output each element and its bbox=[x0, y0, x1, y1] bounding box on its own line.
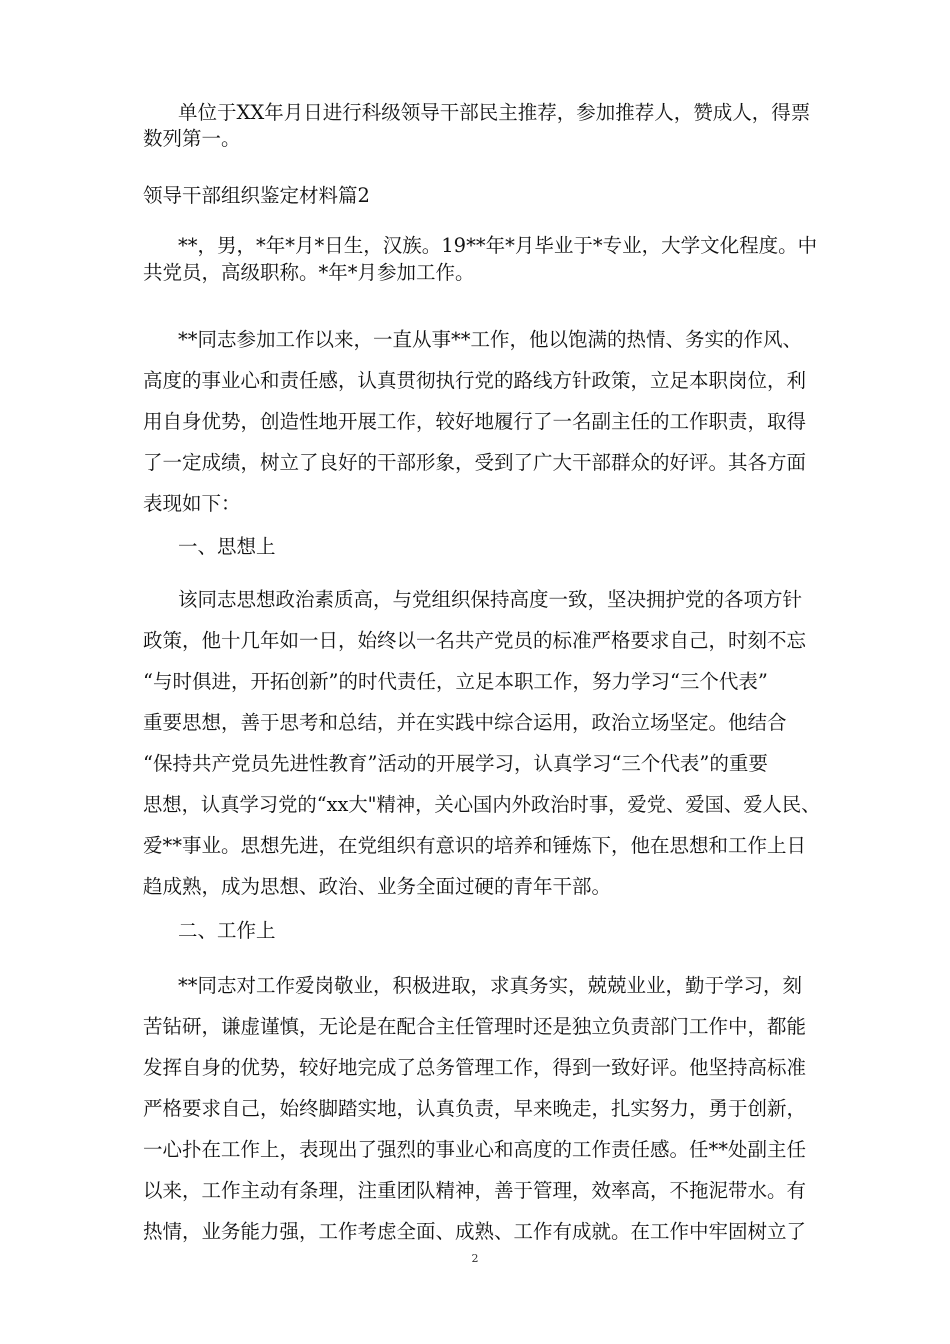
paragraph-line: 该同志思想政治素质高，与党组织保持高度一致，坚决拥护党的各项方针 bbox=[178, 588, 803, 611]
paragraph-line: 以来，工作主动有条理，注重团队精神，善于管理，效率高，不拖泥带水。有 bbox=[143, 1179, 807, 1202]
paragraph-line: 用自身优势，创造性地开展工作，较好地履行了一名副主任的工作职责，取得 bbox=[143, 410, 807, 433]
paragraph-line: 高度的事业心和责任感，认真贯彻执行党的路线方针政策，立足本职岗位，利 bbox=[143, 369, 807, 392]
section-heading: 一、思想上 bbox=[178, 535, 276, 558]
paragraph-line: 政策，他十几年如一日，始终以一名共产党员的标准严格要求自己，时刻不忘 bbox=[143, 629, 807, 652]
paragraph-line: **，男，*年*月*日生，汉族。19**年*月毕业于*专业，大学文化程度。中 bbox=[178, 234, 818, 257]
paragraph-line: 重要思想，善于思考和总结，并在实践中综合运用，政治立场坚定。他结合 bbox=[143, 711, 787, 734]
paragraph-line: “保持共产党员先进性教育”活动的开展学习，认真学习“三个代表”的重要 bbox=[143, 752, 768, 775]
paragraph-line: 趋成熟，成为思想、政治、业务全面过硬的青年干部。 bbox=[143, 875, 612, 898]
paragraph-line: 严格要求自己，始终脚踏实地，认真负责，早来晚走，扎实努力，勇于创新， bbox=[143, 1097, 807, 1120]
paragraph-line: 共党员，高级职称。*年*月参加工作。 bbox=[143, 261, 475, 284]
paragraph-line: “与时俱进，开拓创新”的时代责任，立足本职工作，努力学习“三个代表” bbox=[143, 670, 768, 693]
paragraph-line: 爱**事业。思想先进，在党组织有意识的培养和锤炼下，他在思想和工作上日 bbox=[143, 834, 807, 857]
paragraph-line: **同志对工作爱岗敬业，积极进取，求真务实，兢兢业业，勤于学习，刻 bbox=[178, 974, 803, 997]
paragraph-line: 热情，业务能力强，工作考虑全面、成熟、工作有成就。在工作中牢固树立了 bbox=[143, 1220, 807, 1243]
paragraph-line: 了一定成绩，树立了良好的干部形象，受到了广大干部群众的好评。其各方面 bbox=[143, 451, 807, 474]
page-number: 2 bbox=[471, 1252, 479, 1265]
paragraph-line: **同志参加工作以来，一直从事**工作，他以饱满的热情、务实的作风、 bbox=[178, 328, 803, 351]
section-heading: 二、工作上 bbox=[178, 919, 276, 942]
paragraph-line: 思想，认真学习党的“xx大"精神，关心国内外政治时事，爱党、爱国、爱人民、 bbox=[143, 793, 821, 816]
section-heading: 领导干部组织鉴定材料篇2 bbox=[143, 184, 370, 207]
paragraph-line: 发挥自身的优势，较好地完成了总务管理工作，得到一致好评。他坚持高标准 bbox=[143, 1056, 807, 1079]
paragraph-line: 苦钻研，谦虚谨慎，无论是在配合主任管理时还是独立负责部门工作中，都能 bbox=[143, 1015, 807, 1038]
paragraph-line: 单位于XX年月日进行科级领导干部民主推荐，参加推荐人，赞成人，得票 bbox=[178, 101, 811, 124]
paragraph-line: 数列第一。 bbox=[143, 127, 241, 150]
paragraph-line: 表现如下： bbox=[143, 492, 241, 515]
paragraph-line: 一心扑在工作上，表现出了强烈的事业心和高度的工作责任感。任**处副主任 bbox=[143, 1138, 807, 1161]
